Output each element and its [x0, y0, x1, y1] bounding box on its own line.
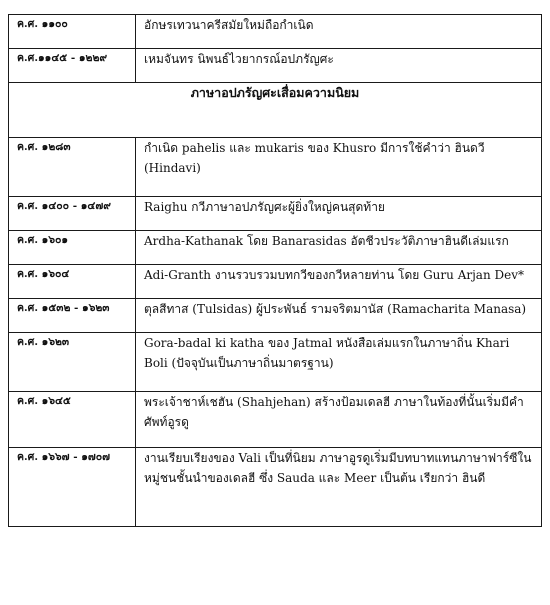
table-row: [9, 448, 542, 527]
table-row: [9, 15, 542, 49]
date-cell: ค.ศ. ๑๖๖๗ - ๑๗๐๗: [9, 448, 136, 527]
table-row: [9, 265, 542, 299]
table-row: [9, 138, 542, 197]
table-row: [9, 333, 542, 392]
date-cell: ค.ศ. ๑๑๐๐: [9, 15, 136, 49]
table-row: [9, 231, 542, 265]
event-cell: กำเนิด pahelis และ mukaris ของ Khusro มีการใช้คำว่า ฮินดวี (Hindavi): [136, 138, 542, 197]
date-cell: ค.ศ. ๑๒๘๓: [9, 138, 136, 197]
document-page: [8, 14, 542, 594]
timeline-table: [8, 14, 542, 527]
date-cell: ค.ศ. ๑๖๒๓: [9, 333, 136, 392]
table-row: [9, 49, 542, 83]
date-cell: ค.ศ. ๑๖๐๔: [9, 265, 136, 299]
section-heading-row: [9, 83, 542, 138]
table-row: [9, 392, 542, 448]
table-row: [9, 299, 542, 333]
event-cell: Adi-Granth งานรวบรวมบทกวีของกวีหลายท่าน โดย Guru Arjan Dev*: [136, 265, 542, 299]
event-cell: Ardha-Kathanak โดย Banarasidas อัตชีวประวัติภาษาฮินดีเล่มแรก: [136, 231, 542, 265]
event-cell: งานเรียบเรียงของ Vali เป็นที่นิยม ภาษาอูรดูเริ่มมีบทบาทแทนภาษาฟาร์ซีในหมู่ชนชั้นนำของเดลฮี ซึ่ง Sauda และ Meer เป็นต้น เรียกว่า ฮินดี: [136, 448, 542, 527]
event-cell: เหมจันทร นิพนธ์ไวยากรณ์อปภรัญศะ: [136, 49, 542, 83]
date-cell: ค.ศ. ๑๖๔๕: [9, 392, 136, 448]
date-cell: ค.ศ. ๑๕๓๒ - ๑๖๒๓: [9, 299, 136, 333]
event-cell: ตุลสีทาส (Tulsidas) ผู้ประพันธ์ รามจริตมานัส (Ramacharita Manasa): [136, 299, 542, 333]
event-cell: อักษรเทวนาครีสมัยใหม่ถือกำเนิด: [136, 15, 542, 49]
table-row: [9, 197, 542, 231]
section-heading: ภาษาอปภรัญศะเสื่อมความนิยม: [9, 83, 542, 138]
date-cell: ค.ศ. ๑๔๐๐ - ๑๔๗๙: [9, 197, 136, 231]
event-cell: Raighu กวีภาษาอปภรัญศะผู้ยิ่งใหญ่คนสุดท้าย: [136, 197, 542, 231]
date-cell: ค.ศ.๑๑๔๕ - ๑๒๒๙: [9, 49, 136, 83]
event-cell: พระเจ้าชาห์เชฮัน (Shahjehan) สร้างป้อมเดลฮี ภาษาในท้องที่นั้นเริ่มมีคำศัพท์อูรดู: [136, 392, 542, 448]
event-cell: Gora-badal ki katha ของ Jatmal หนังสือเล่มแรกในภาษาถิ่น Khari Boli (ปัจจุบันเป็นภาษาถิ่นมาตรฐาน): [136, 333, 542, 392]
date-cell: ค.ศ. ๑๖๐๑: [9, 231, 136, 265]
